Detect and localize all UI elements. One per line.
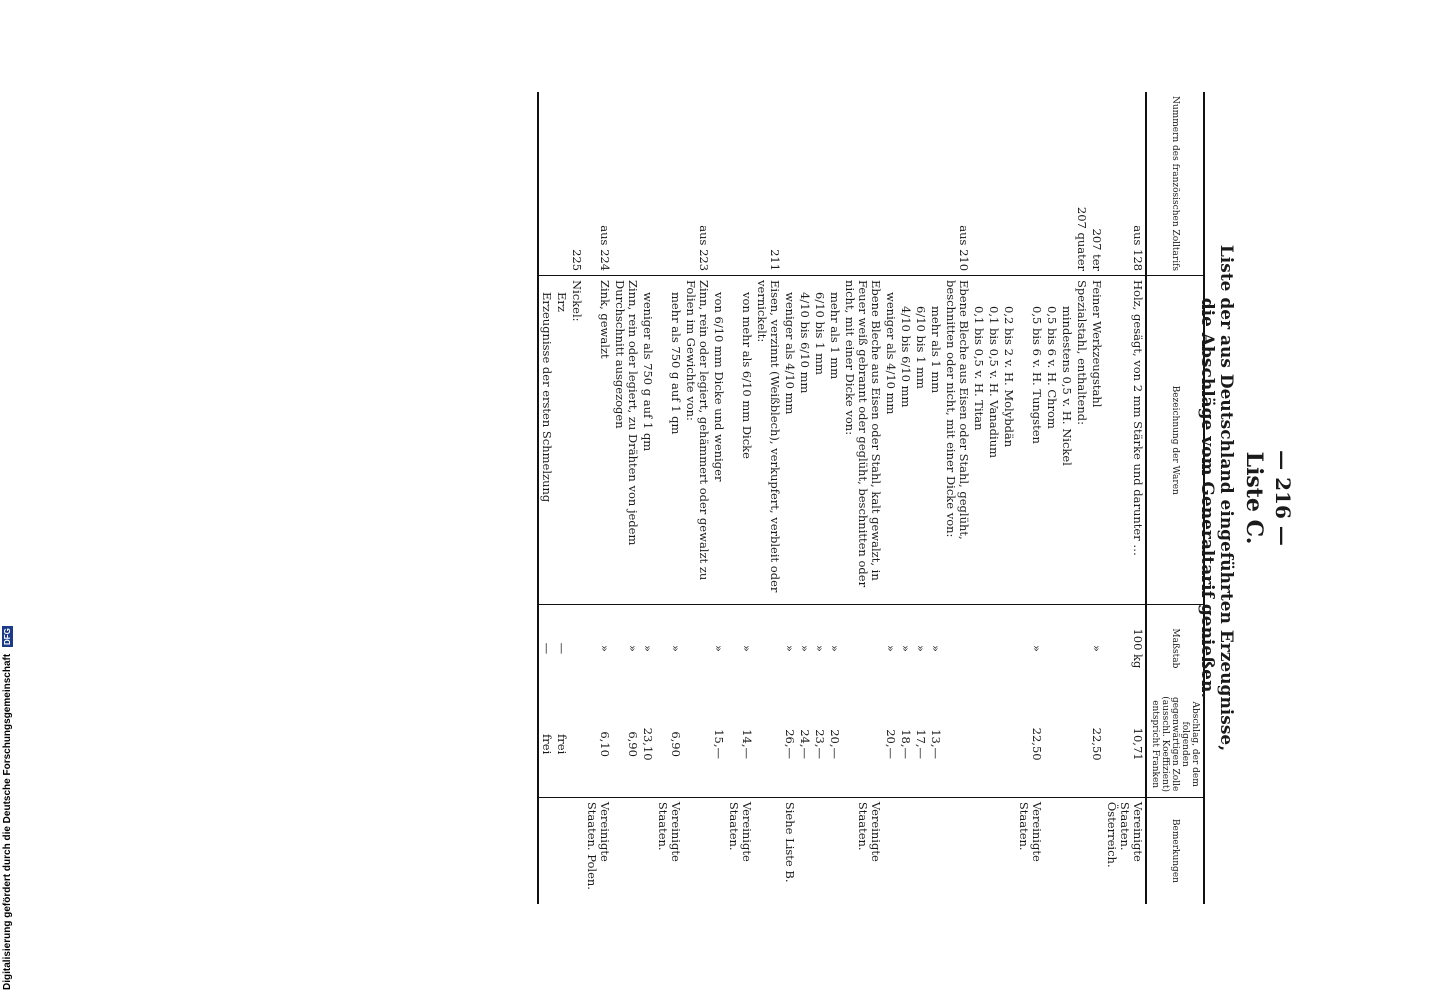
row-bez: Zinn, rein oder legiert, gehämmert oder gewalzt zu Folien im Gewichte von: (683, 276, 711, 605)
row-bem (1074, 797, 1089, 904)
row-bez: mindestens 0,5 v. H. Nickel (1059, 276, 1074, 605)
row-bez: Erzeugnisse der ersten Schmelzung (538, 276, 554, 605)
rotated-page-content (175, 92, 1295, 904)
row-bem (827, 797, 842, 904)
row-rate: 10,71 (1104, 691, 1146, 797)
row-rate: 23,10 (640, 691, 655, 797)
row-mass: » (641, 644, 655, 652)
row-rate: 22,50 (1016, 691, 1044, 797)
table-row (569, 92, 584, 904)
row-rate (971, 691, 986, 797)
row-mass: » (798, 644, 812, 652)
row-rate (1059, 691, 1074, 797)
row-bez: 4/10 bis 6/10 mm (797, 276, 812, 605)
row-mass (683, 605, 711, 692)
row-bez: mehr als 1 mm (827, 276, 842, 605)
row-bez: weniger als 4/10 mm (883, 276, 898, 605)
row-num (554, 92, 569, 276)
header-num: Nummern des französischen Zolltarifs (1146, 92, 1204, 276)
row-bem (569, 797, 584, 904)
row-bez: 4/10 bis 6/10 mm (898, 276, 913, 605)
row-bem (883, 797, 898, 904)
table-row (538, 92, 554, 904)
row-bez: 0,1 bis 0,5 v. H. Vanadium (986, 276, 1001, 605)
row-bez: Holz, gesägt, von 2 mm Stärke und darunter … (1104, 276, 1146, 605)
table-row (711, 92, 726, 904)
row-num (726, 92, 754, 276)
row-bez: weniger als 4/10 mm (782, 276, 797, 605)
row-bem (971, 797, 986, 904)
row-bem (554, 797, 569, 904)
row-mass (754, 605, 782, 692)
header-rate: Abschlag, der dem folgenden gegenwärtigen Zolle (ausschl. Koeffizient) entspricht Franken (1146, 691, 1204, 797)
table-row (754, 92, 782, 904)
row-bem (943, 797, 971, 904)
row-rate: 13,— (928, 691, 943, 797)
row-num: 207 quater (1075, 206, 1089, 272)
table-row (655, 92, 683, 904)
table-row (1074, 92, 1089, 904)
row-mass (1044, 605, 1059, 692)
table-row (1044, 92, 1059, 904)
table-row (943, 92, 971, 904)
table-row (1001, 92, 1016, 904)
row-bem (812, 797, 827, 904)
row-num (1059, 92, 1074, 276)
header-bez: Bezeichnung der Waren (1146, 276, 1204, 605)
row-mass: » (740, 644, 754, 652)
row-num (928, 92, 943, 276)
row-rate: 20,— (827, 691, 842, 797)
row-bem (640, 797, 655, 904)
row-rate: 15,— (711, 691, 726, 797)
row-rate: 17,— (913, 691, 928, 797)
row-rate (842, 691, 883, 797)
row-bem (1044, 797, 1059, 904)
row-rate: 18,— (898, 691, 913, 797)
row-mass: 100 kg (1131, 628, 1145, 669)
row-rate: 6,90 (655, 691, 683, 797)
row-bem: Vereinigte Staaten. (1017, 801, 1044, 862)
table-row (1059, 92, 1074, 904)
row-bem: Vereinigte Staaten. Österreich. (1105, 801, 1145, 868)
table-row (554, 92, 569, 904)
dfg-logo: DFG (3, 628, 12, 646)
row-num: aus 128 (1131, 225, 1145, 272)
row-bem (797, 797, 812, 904)
table-header-row (1146, 92, 1204, 904)
row-mass: — (538, 605, 554, 692)
row-mass (986, 605, 1001, 692)
row-rate (1001, 691, 1016, 797)
row-rate: 24,— (797, 691, 812, 797)
header-mass: Maßstab (1146, 605, 1204, 692)
row-rate (754, 691, 782, 797)
table-row (986, 92, 1001, 904)
row-num (640, 92, 655, 276)
row-bez: Zink, gewalzt (584, 276, 612, 605)
row-mass: » (929, 644, 943, 652)
table-row (928, 92, 943, 904)
row-bem (711, 797, 726, 904)
row-rate: 26,— (782, 691, 797, 797)
row-bem: Vereinigte Staaten. Polen. (585, 801, 612, 890)
table-row (584, 92, 612, 904)
row-bez: 0,2 bis 2 v. H. Molybdän (1001, 276, 1016, 605)
row-bez: 0,1 bis 0,5 v. H. Titan (971, 276, 986, 605)
row-rate (683, 691, 711, 797)
row-mass (1074, 605, 1089, 692)
row-bez: von 6/10 mm Dicke und weniger (711, 276, 726, 605)
row-num: aus 210 (957, 225, 971, 272)
row-rate: 20,— (883, 691, 898, 797)
row-bez: mehr als 750 g auf 1 qm (655, 276, 683, 605)
row-rate: 23,— (812, 691, 827, 797)
row-num: aus 223 (697, 225, 711, 272)
row-bez: 6/10 bis 1 mm (812, 276, 827, 605)
row-rate (1044, 691, 1059, 797)
row-mass: » (712, 644, 726, 652)
row-rate: 6,90 (612, 691, 640, 797)
row-mass (842, 605, 883, 692)
row-bem (612, 797, 640, 904)
row-num: 225 (570, 249, 584, 272)
side-note-text: Digitalisierung gefördert durch die Deutsche Forschungsgemeinschaft (2, 653, 13, 990)
row-rate: 6,10 (584, 691, 612, 797)
subtitle-line-1: Liste der aus Deutschland eingeführten Erzeugnisse, (1216, 244, 1236, 752)
table-row (883, 92, 898, 904)
row-bem (986, 797, 1001, 904)
row-mass: » (626, 644, 640, 652)
row-bem (754, 797, 782, 904)
row-rate: 22,50 (1089, 691, 1104, 797)
row-bez: weniger als 750 g auf 1 qm (640, 276, 655, 605)
row-mass: — (555, 642, 569, 655)
row-num (711, 92, 726, 276)
row-mass: » (598, 644, 612, 652)
table-row (683, 92, 711, 904)
table-row (640, 92, 655, 904)
row-bez: Erz (554, 276, 569, 605)
row-num: 211 (768, 249, 782, 272)
table-row (827, 92, 842, 904)
tariff-table (537, 92, 1205, 904)
table-row (1104, 92, 1146, 904)
table-row (1089, 92, 1104, 904)
row-bez: Spezialstahl, enthaltend: (1074, 276, 1089, 605)
table-row (797, 92, 812, 904)
row-num (655, 92, 683, 276)
row-num (1044, 92, 1059, 276)
row-num: aus 224 (598, 225, 612, 272)
side-note (2, 626, 13, 990)
table-row (726, 92, 754, 904)
row-mass (1001, 605, 1016, 692)
table-row (812, 92, 827, 904)
row-bez: mehr als 1 mm (928, 276, 943, 605)
row-num (913, 92, 928, 276)
row-bem (913, 797, 928, 904)
row-mass (1059, 605, 1074, 692)
row-mass (943, 605, 971, 692)
row-bem: Vereinigte Staaten. (727, 801, 754, 862)
row-mass: » (783, 644, 797, 652)
row-mass: » (914, 644, 928, 652)
row-bem (1001, 797, 1016, 904)
row-bez: 0,5 bis 6 v. H. Chrom (1044, 276, 1059, 605)
row-num (1016, 92, 1044, 276)
header-bem: Bemerkungen (1146, 797, 1204, 904)
row-mass: » (813, 644, 827, 652)
row-bez: Ebene Bleche aus Eisen oder Stahl, kalt gewalzt, in Feuer weiß gebrannt oder geglüht, beschnitten oder nicht, mit einer Dicke von: (842, 276, 883, 605)
row-bem (683, 797, 711, 904)
row-num (842, 92, 883, 276)
row-rate (986, 691, 1001, 797)
row-num (612, 92, 640, 276)
row-mass: » (899, 644, 913, 652)
table-row (612, 92, 640, 904)
row-mass: » (669, 644, 683, 652)
row-bez: Eisen, verzinnt (Weißblech), verkupfert, verbleit oder vernickelt: (754, 276, 782, 605)
row-num (986, 92, 1001, 276)
row-num (1001, 92, 1016, 276)
table-row (782, 92, 797, 904)
table-body (538, 92, 1146, 904)
table-row (898, 92, 913, 904)
row-mass: » (1090, 644, 1104, 652)
row-rate (943, 691, 971, 797)
row-bez: von mehr als 6/10 mm Dicke (726, 276, 754, 605)
row-mass (971, 605, 986, 692)
row-mass: » (828, 644, 842, 652)
row-bem (1089, 797, 1104, 904)
row-num (812, 92, 827, 276)
row-bem (928, 797, 943, 904)
row-rate (1074, 691, 1089, 797)
row-rate (569, 691, 584, 797)
row-bez: Nickel: (569, 276, 584, 605)
row-bem (1059, 797, 1074, 904)
row-num (883, 92, 898, 276)
table-row (971, 92, 986, 904)
row-bez: 6/10 bis 1 mm (913, 276, 928, 605)
subtitle-line-2: die Abschläge vom Generaltarif genießen. (1197, 297, 1217, 699)
row-num (827, 92, 842, 276)
list-title: Liste C. (1241, 451, 1267, 545)
row-num (797, 92, 812, 276)
table-row (1016, 92, 1044, 904)
row-bez: Ebene Bleche aus Eisen oder Stahl, geglüht, beschnitten oder nicht, mit einer Dicke von: (943, 276, 971, 605)
row-mass: » (1030, 644, 1044, 652)
row-bem (538, 797, 554, 904)
row-bem: Siehe Liste B. (783, 801, 797, 883)
row-rate: frei (554, 691, 569, 797)
row-num (538, 92, 554, 276)
table-row (842, 92, 883, 904)
row-rate: 14,— (726, 691, 754, 797)
row-num (971, 92, 986, 276)
row-rate: frei (538, 691, 554, 797)
row-num (898, 92, 913, 276)
row-bez: 0,5 bis 6 v. H. Tungsten (1016, 276, 1044, 605)
row-bem: Vereinigte Staaten. (856, 801, 883, 862)
row-num (782, 92, 797, 276)
page-number: — 216 — (1271, 450, 1295, 546)
list-subtitle (1197, 92, 1235, 904)
row-bez: Feiner Werkzeugstahl (1089, 276, 1104, 605)
table-row (913, 92, 928, 904)
row-bem: Vereinigte Staaten. (656, 801, 683, 862)
row-mass: » (884, 644, 898, 652)
row-num: 207 ter (1090, 228, 1104, 272)
row-bem (898, 797, 913, 904)
row-mass (569, 605, 584, 692)
row-bez: Zinn, rein oder legiert, zu Drähten von jedem Durchschnitt ausgezogen (612, 276, 640, 605)
